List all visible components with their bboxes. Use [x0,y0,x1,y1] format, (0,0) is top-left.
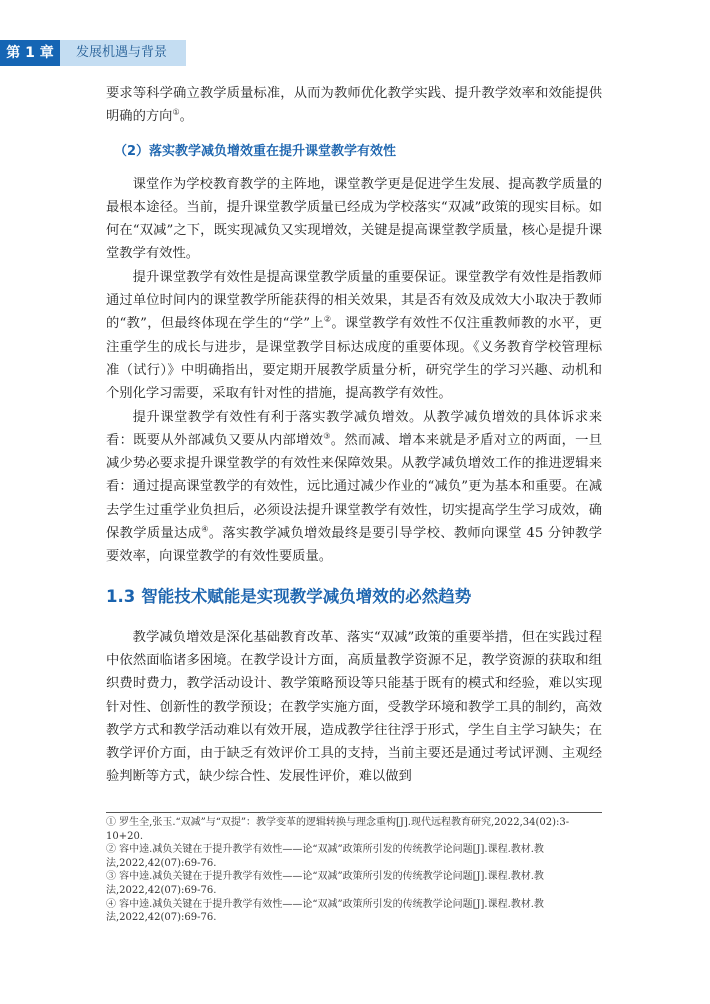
paragraph-continued: 要求等科学确立教学质量标准，从而为教师优化教学实践、提升教学效率和效能提供明确的方向①。 [106,86,602,125]
paragraph-dilemmas: 教学减负增效是深化基础教育改革、落实“双减”政策的重要举措，但在实践过程中依然面临诸多困境。在教学设计方面，高质量教学资源不足，教学资源的获取和组织费时费力，教学活动设计、教学策略预设等只能基于既有的模式和经验，难以实现针对性、创新性的教学预设；在教学实施方面，受教学环境和教学工具的制约，高效教学方式和教学活动难以有效开展，造成教学往往浮于形式，学生自主学习缺失；在教学评价方面，由于缺乏有效评价工具的支持，当前主要还是通过考试评测、主观经验判断等方式，缺少综合性、发展性评价，难以做到 [106,629,602,785]
footnote-1: ① 罗生全,张玉.“双减”与“双提”：教学变革的逻辑转换与理念重构[J].现代远程教育研究,2022,34(02):3-10+20. [106,817,570,842]
section-title: 智能技术赋能是实现教学减负增效的必然趋势 [141,586,472,606]
page-header [0,40,710,66]
section-number: 1.3 [106,586,136,606]
page-body [106,82,602,789]
footnote-3: ③ 容中逵.减负关键在于提升教学有效性——论“双减”政策所引发的传统教学论问题[J].课程.教材.教法,2022,42(07):69-76. [106,871,544,896]
footnote-ref-3[interactable]: ③ [323,431,331,441]
section-heading [106,585,602,609]
footnote-ref-4[interactable]: ④ [201,524,209,534]
paragraph-burden-reduction: 提升课堂教学有效性有利于落实教学减负增效。从教学减负增效的具体诉求来看：既要从外部减负又要从内部增效③。然而减、增本来就是矛盾对立的两面，一旦减少势必要求提升课堂教学的有效性来保障效果。从教学减负增效工作的推进逻辑来看：通过提高课堂教学的有效性，远比通过减少作业的“减负”更为基本和重要。在减去学生过重学业负担后，必须设法提升课堂教学有效性，切实提高学生学习成效，确保教学质量达成④。落实教学减负增效最终是要引导学校、教师向课堂 45 分钟教学要效率，向课堂教学的有效性要质量。 [106,409,603,565]
footnote-ref-1[interactable]: ① [172,107,180,117]
subheading: （2）落实教学减负增效重在提升课堂教学有效性 [114,143,397,159]
paragraph-classroom-main: 课堂作为学校教育教学的主阵地，课堂教学更是促进学生发展、提高教学质量的最根本途径。当前，提升课堂教学质量已经成为学校落实“双减”政策的现实目标。如何在“双减”之下，既实现减负又实现增效，关键是提高课堂教学质量，核心是提升课堂教学有效性。 [106,176,602,262]
chapter-label: 第 1 章 [0,40,60,66]
footnote-ref-2[interactable]: ② [323,314,332,324]
footnote-4: ④ 容中逵.减负关键在于提升教学有效性——论“双减”政策所引发的传统教学论问题[J].课程.教材.教法,2022,42(07):69-76. [106,898,544,924]
paragraph-effectiveness: 提升课堂教学有效性是提高课堂教学质量的重要保证。课堂教学有效性是指教师通过单位时间内的课堂教学所能获得的相关效果，其是否有效及成效大小取决于教师的“教”，但最终体现在学生的“学”上②。课堂教学有效性不仅注重教师教的水平，更注重学生的成长与进步，是课堂教学目标达成度的重要体现。《义务教育学校管理标准（试行）》中明确指出，要定期开展教学质量分析，研究学生的学习兴趣、动机和个别化学习需要，采取有针对性的措施，提高教学有效性。 [106,269,603,402]
footnotes [106,812,602,925]
footnote-2: ② 容中逵.减负关键在于提升教学有效性——论“双减”政策所引发的传统教学论问题[J].课程.教材.教法,2022,42(07):69-76. [106,844,544,869]
chapter-title: 发展机遇与背景 [60,40,186,66]
